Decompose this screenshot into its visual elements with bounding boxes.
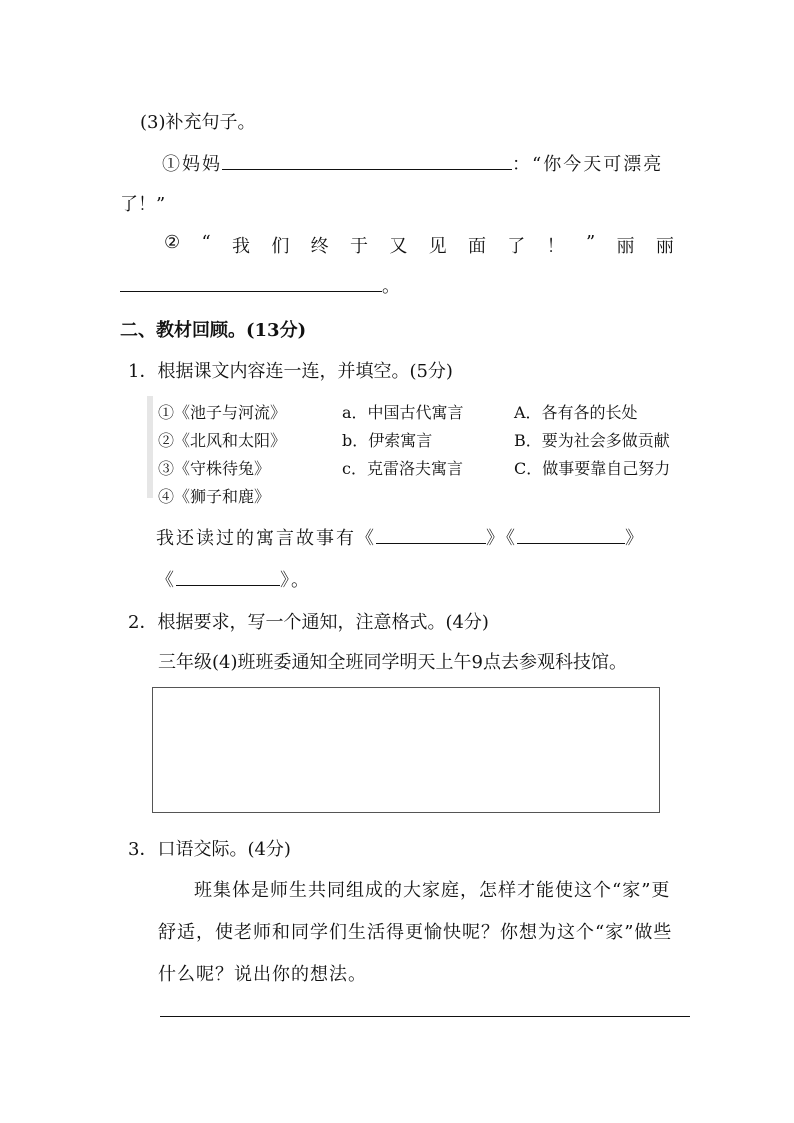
match-item-title[interactable]: ②《北风和太阳》 <box>158 431 287 450</box>
book-close: 》 <box>625 528 645 549</box>
sentence-1-suffix: ：“你今天可漂亮 <box>512 154 664 175</box>
matching-column-sources <box>342 399 464 483</box>
match-item-moral[interactable]: B．要为社会多做贡献 <box>514 431 670 450</box>
question-3-heading: 3．口语交际。(4分) <box>128 839 291 860</box>
match-item-source[interactable]: c．克雷洛夫寓言 <box>342 459 463 478</box>
book-open: 《 <box>156 570 176 591</box>
question-1-heading: 1．根据课文内容连一连，并填空。(5分) <box>128 361 453 382</box>
sentence-2-char: “ <box>201 232 211 253</box>
match-item-moral[interactable]: C．做事要靠自己努力 <box>514 459 671 478</box>
fill-prefix: 我还读过的寓言故事有 <box>156 528 356 549</box>
sub-question-heading: (3)补充句子。 <box>140 112 256 133</box>
sentence-2-char: 见 <box>428 236 447 257</box>
fable-blank-1[interactable] <box>376 525 486 544</box>
sentence-2-char: ！ <box>546 236 565 257</box>
sentence-2-char: ② <box>164 232 181 253</box>
sentence-2-char: 终 <box>310 236 329 257</box>
notice-answer-box[interactable] <box>152 687 660 813</box>
sentence-1-prefix: ①妈妈 <box>162 154 222 175</box>
sentence-1-blank[interactable] <box>222 151 512 170</box>
sentence-1 <box>162 150 663 176</box>
question-3-text-line-2: 舒适，使老师和同学们生活得更愉快呢？你想为这个“家”做些 <box>158 922 673 943</box>
book-open: 《 <box>506 528 517 549</box>
match-item-title[interactable]: ④《狮子和鹿》 <box>158 487 271 506</box>
matching-column-morals <box>514 399 670 483</box>
sentence-2-end: 。 <box>382 276 400 297</box>
fill-line-2 <box>156 566 311 592</box>
matching-column-titles <box>158 399 286 511</box>
match-item-moral[interactable]: A．各有各的长处 <box>514 403 638 422</box>
question-3-text-line-1: 班集体是师生共同组成的大家庭，怎样才能使这个“家”更 <box>194 880 671 901</box>
fill-end: 。 <box>291 570 311 591</box>
sentence-2 <box>164 232 674 258</box>
answer-line[interactable] <box>160 1016 690 1017</box>
book-open: 《 <box>356 528 376 549</box>
scan-artifact <box>147 396 153 498</box>
sentence-2-char: 于 <box>349 236 368 257</box>
match-item-source[interactable]: a．中国古代寓言 <box>342 403 464 422</box>
sentence-2-char: 我 <box>232 236 250 257</box>
match-item-title[interactable]: ①《池子与河流》 <box>158 403 287 422</box>
match-item-title[interactable]: ③《守株待兔》 <box>158 459 271 478</box>
sentence-2-char: ” <box>585 232 596 253</box>
sentence-2-char: 又 <box>389 236 408 257</box>
fable-blank-2[interactable] <box>517 525 625 544</box>
question-3-text-line-3: 什么呢？说出你的想法。 <box>158 964 367 985</box>
question-2-heading: 2．根据要求，写一个通知，注意格式。(4分) <box>128 612 489 633</box>
match-item-source[interactable]: b．伊索寓言 <box>342 431 433 450</box>
sentence-2-continuation <box>120 272 400 298</box>
sentence-1-continuation: 了！” <box>120 194 166 215</box>
sentence-2-char: 们 <box>271 236 290 257</box>
section-title: 二、教材回顾。(13分) <box>120 320 307 341</box>
sentence-2-char: 丽 <box>616 236 635 257</box>
sentence-2-blank[interactable] <box>120 273 382 292</box>
book-close: 》 <box>486 528 506 549</box>
question-2-prompt: 三年级(4)班班委通知全班同学明天上午9点去参观科技馆。 <box>158 652 627 673</box>
sentence-2-char: 面 <box>467 236 486 257</box>
fill-line-1 <box>156 524 645 550</box>
fable-blank-3[interactable] <box>176 567 280 586</box>
book-close: 》 <box>280 570 291 591</box>
sentence-2-char: 了 <box>507 236 526 257</box>
sentence-2-char: 丽 <box>655 236 674 257</box>
